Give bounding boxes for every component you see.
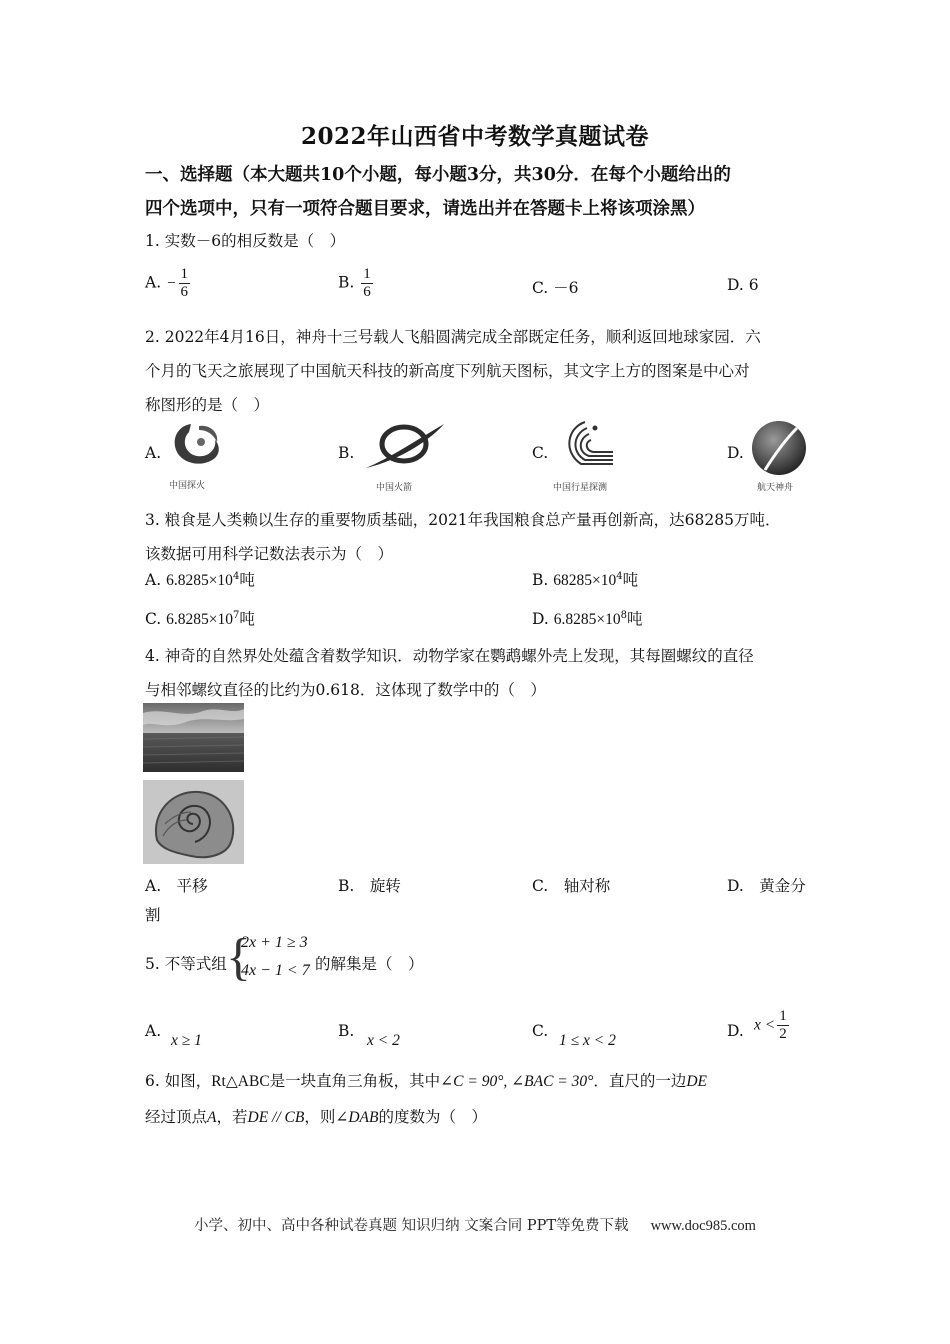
shenzhou-logo-icon <box>745 418 815 493</box>
q6-text: ，若 <box>216 1108 248 1126</box>
q5-option-d-fraction <box>777 1008 789 1043</box>
q5-option-b-label: B. <box>338 1022 355 1040</box>
q2-option-b-label: B. <box>338 444 355 462</box>
footer-url[interactable]: www.doc985.com <box>650 1218 756 1234</box>
q4-option-b: B. 旋转 <box>338 877 401 895</box>
q3-option-b-exp: 4 <box>616 570 623 582</box>
q4-option-a: A. 平移 <box>145 877 208 895</box>
q3-option-a <box>145 568 255 590</box>
question-2-line2: 个月的飞天之旅展现了中国航天科技的新高度下列航天图标，其文字上方的图案是中心对 <box>145 362 750 380</box>
question-5-options <box>145 1008 810 1056</box>
q3-option-c <box>145 607 255 629</box>
fraction-numerator: 1 <box>180 266 189 282</box>
q2-option-a-label: A. <box>145 444 162 462</box>
q5-option-a-label: A. <box>145 1022 162 1040</box>
question-1-options <box>145 266 810 310</box>
q5-brace: { <box>226 929 251 986</box>
q4-option-d: D. 黄金分 <box>727 877 806 895</box>
q3-option-c-label: C. <box>145 610 167 628</box>
fraction-numerator: 1 <box>779 1008 787 1024</box>
question-4-options <box>145 874 810 898</box>
q5-option-c-label: C. <box>532 1022 549 1040</box>
page-footer <box>0 1214 950 1235</box>
question-3-options-row1 <box>145 568 810 592</box>
q5-option-d-label: D. <box>727 1022 744 1040</box>
section-heading-line2: 四个选项中，只有一项符合题目要求，请选出并在答题卡上将该项涂黑） <box>145 199 705 219</box>
q6-text: 经过顶点 <box>145 1108 208 1126</box>
q1-option-a-label: A. <box>145 273 167 292</box>
q3-option-b <box>532 568 638 590</box>
question-2-line1: 2. 2022年4月16日，神舟十三号载人飞船圆满完成全部既定任务，顺利返回地球家园．六 <box>145 328 761 346</box>
q3-option-d <box>532 607 643 629</box>
planet-exploration-logo-icon <box>553 418 625 493</box>
question-6-line1 <box>145 1064 815 1099</box>
q5-option-b-value: x < 2 <box>367 1032 400 1049</box>
q3-option-d-unit: 吨 <box>626 610 643 628</box>
q1-option-b-fraction <box>361 266 373 301</box>
q6-text: ，则 <box>304 1108 336 1126</box>
q5-option-d-value <box>754 1008 789 1043</box>
q2-option-a-caption: 中国探火 <box>169 481 206 491</box>
q1-option-d: D. 6 <box>727 276 759 294</box>
q5-option-a-value: x ≥ 1 <box>171 1032 202 1049</box>
q5-inequality-1: 2x + 1 ≥ 3 <box>241 934 308 951</box>
question-4-line1: 4. 神奇的自然界处处蕴含着数学知识．动物学家在鹦鹉螺外壳上发现，其每圈螺纹的直径 <box>145 647 754 665</box>
q6-vertex: A <box>207 1109 217 1126</box>
question-3-line2: 该数据可用科学记数法表示为（ ） <box>145 545 394 563</box>
q1-option-c: C. －6 <box>532 279 579 297</box>
q6-text: 是一块直角三角板，其中 <box>269 1072 441 1090</box>
question-4-line2: 与相邻螺纹直径的比约为0.618．这体现了数学中的（ ） <box>145 681 546 699</box>
q2-option-d-label: D. <box>727 444 744 462</box>
q3-option-b-label: B. <box>532 571 554 589</box>
q6-text: ．直尺的一边 <box>593 1072 687 1090</box>
question-3-options-row2 <box>145 607 810 631</box>
q6-triangle: Rt△ABC <box>211 1073 270 1090</box>
q6-text: 的度数为（ ） <box>378 1108 487 1126</box>
q1-option-a <box>145 266 190 301</box>
q3-option-c-base: 6.8285×10 <box>166 611 234 628</box>
q5-inequality-2: 4x − 1 < 7 <box>241 962 310 979</box>
q1-option-b-label: B. <box>338 273 360 292</box>
q5-suffix: 的解集是（ ） <box>315 955 424 973</box>
q3-option-a-label: A. <box>145 571 167 589</box>
footer-text: 小学、初中、高中各种试卷真题 知识归纳 文案合同 PPT等免费下载 <box>194 1218 629 1234</box>
question-5-stem <box>145 929 810 992</box>
q6-ruler-edge: DE <box>686 1073 708 1090</box>
q5-option-d-prefix: x < <box>754 1016 776 1034</box>
fraction-numerator: 1 <box>363 266 371 282</box>
page-title: 2022年山西省中考数学真题试卷 <box>300 123 649 150</box>
q3-option-b-unit: 吨 <box>622 571 639 589</box>
q3-option-a-base: 6.8285×10 <box>166 572 233 589</box>
question-3-stem <box>145 503 815 571</box>
section-heading-line1: 一、选择题（本大题共10个小题，每小题3分，共30分．在每个小题给出的 <box>145 165 731 185</box>
fraction-denominator: 6 <box>363 284 371 300</box>
question-2-options <box>145 418 810 498</box>
question-1-stem: 1. 实数－6的相反数是（ ） <box>145 232 346 250</box>
q5-prefix: 5. 不等式组 <box>145 955 227 973</box>
q6-angle: ∠DAB <box>335 1109 379 1126</box>
mars-probe-logo-icon <box>163 418 233 491</box>
q4-option-d-continued: 割 <box>145 906 161 924</box>
q3-option-c-exp: 7 <box>233 609 240 621</box>
q3-option-d-exp: 8 <box>620 609 627 621</box>
question-6-line2 <box>145 1100 815 1135</box>
q2-option-b-caption: 中国火箭 <box>376 483 413 493</box>
q3-option-b-base: 68285×10 <box>553 572 617 589</box>
q6-text: 6. 如图， <box>145 1072 212 1090</box>
q3-option-d-base: 6.8285×10 <box>553 611 621 628</box>
q5-option-c-value: 1 ≤ x < 2 <box>559 1032 616 1049</box>
section-heading <box>145 160 815 224</box>
q3-option-a-unit: 吨 <box>239 571 255 589</box>
q1-option-b <box>338 266 373 301</box>
fraction-denominator: 2 <box>779 1026 787 1042</box>
q6-angles: ∠C = 90°, ∠BAC = 30° <box>440 1073 594 1090</box>
q2-option-d-caption: 航天神舟 <box>757 483 794 493</box>
question-3-line1: 3. 粮食是人类赖以生存的重要物质基础，2021年我国粮食总产量再创新高，达68285万吨． <box>145 511 781 529</box>
question-4-stem <box>145 639 815 707</box>
q6-parallel: DE // CB <box>247 1109 305 1126</box>
nautilus-shell-photo <box>143 780 244 864</box>
q3-option-c-unit: 吨 <box>239 610 255 628</box>
q2-option-c-caption: 中国行星探测 <box>553 483 608 493</box>
q1-option-a-sign: − <box>166 274 177 292</box>
q3-option-d-label: D. <box>532 610 554 628</box>
fraction-denominator: 6 <box>180 284 189 300</box>
rocket-logo-icon <box>360 418 450 493</box>
q4-option-c: C. 轴对称 <box>532 877 611 895</box>
question-2-stem <box>145 320 815 422</box>
q2-option-c-label: C. <box>532 444 549 462</box>
q1-option-a-fraction <box>179 266 191 301</box>
q3-option-a-exp: 4 <box>232 570 240 582</box>
grassland-photo <box>143 703 244 772</box>
question-2-line3: 称图形的是（ ） <box>145 396 270 414</box>
